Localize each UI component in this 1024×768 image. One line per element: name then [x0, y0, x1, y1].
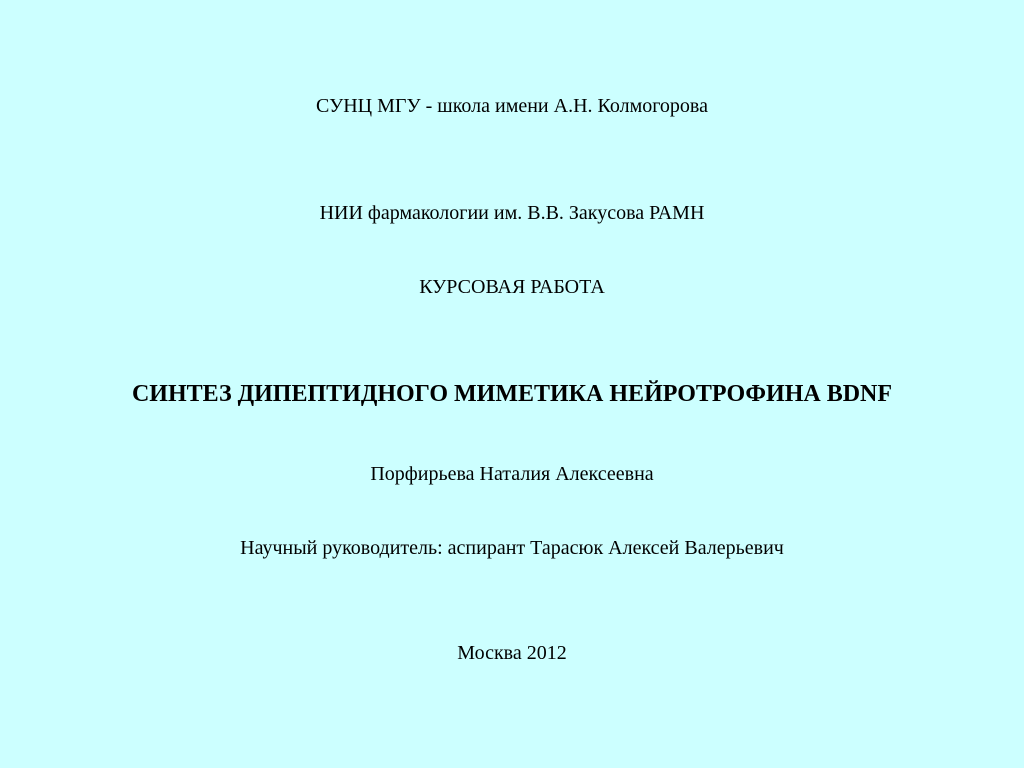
institution-research-line: НИИ фармакологии им. В.В. Закусова РАМН: [319, 202, 705, 224]
city-year-line: Москва 2012: [457, 642, 567, 664]
supervisor-line: Научный руководитель: аспирант Тарасюк Алексей Валерьевич: [240, 537, 784, 559]
work-type-line: КУРСОВАЯ РАБОТА: [419, 276, 605, 298]
slide-title: СИНТЕЗ ДИПЕПТИДНОГО МИМЕТИКА НЕЙРОТРОФИНА BDNF: [131, 381, 893, 407]
author-line: Порфирьева Наталия Алексеевна: [370, 463, 654, 485]
institution-school-line: СУНЦ МГУ - школа имени А.Н. Колмогорова: [316, 95, 708, 117]
